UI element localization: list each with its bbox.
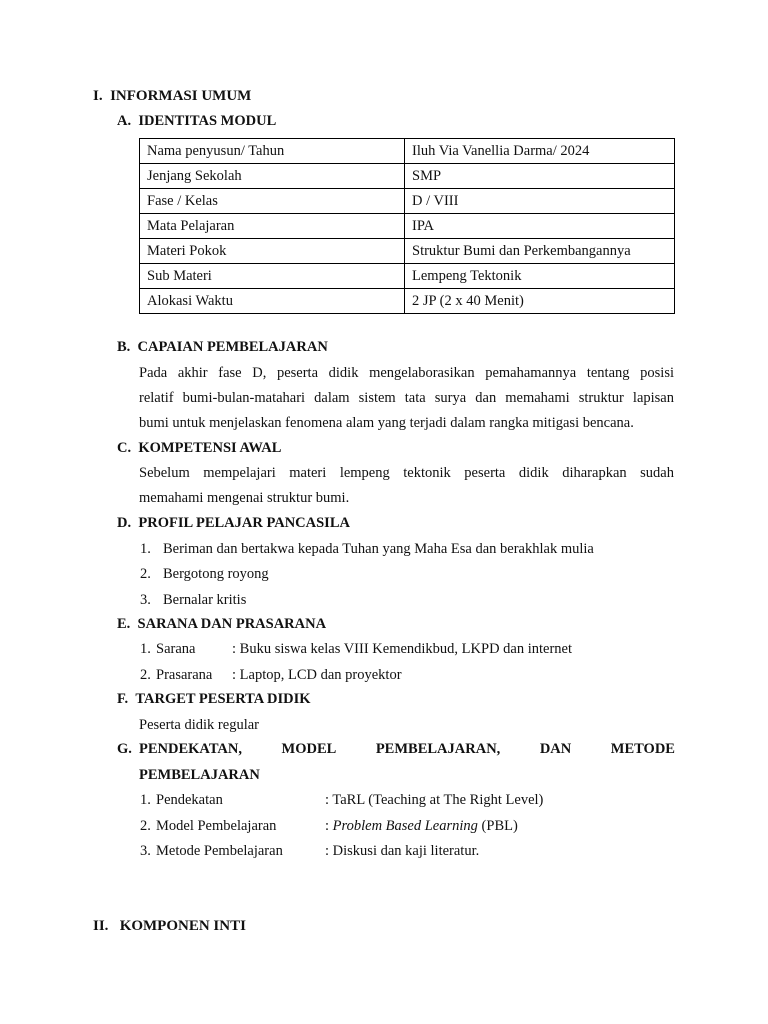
table-cell-label: Fase / Kelas — [140, 189, 405, 214]
list-label: Model Pembelajaran — [156, 818, 277, 834]
title-word: DAN — [539, 741, 572, 757]
value-italic: Problem Based Learning — [332, 818, 478, 834]
title-word: PENDEKATAN, — [139, 741, 242, 757]
subsection-f-letter: F. — [117, 691, 129, 707]
subsection-d-title: PROFIL PELAJAR PANCASILA — [138, 515, 350, 531]
subsection-g-title — [139, 741, 675, 758]
section-1-number: I. — [93, 88, 103, 104]
value-suffix: (PBL) — [477, 818, 518, 834]
table-row — [140, 189, 675, 214]
section-1-title: INFORMASI UMUM — [110, 88, 252, 104]
list-item — [140, 667, 402, 684]
table-row — [140, 239, 675, 264]
subsection-b-letter: B. — [117, 339, 131, 355]
list-number: 2. — [140, 818, 151, 834]
list-text: Bergotong royong — [163, 566, 269, 582]
table-cell-label: Nama penyusun/ Tahun — [140, 139, 405, 164]
subsection-e-title: SARANA DAN PRASARANA — [137, 616, 327, 632]
subsection-g-title-line2: PEMBELAJARAN — [139, 767, 260, 783]
list-item — [140, 843, 480, 860]
subsection-d-letter: D. — [117, 515, 132, 531]
list-label: Sarana — [156, 641, 196, 657]
table-cell-value: 2 JP (2 x 40 Menit) — [405, 289, 675, 314]
list-item — [140, 818, 518, 835]
table-cell-label: Sub Materi — [140, 264, 405, 289]
list-number: 3. — [140, 843, 151, 859]
paragraph-line: memahami mengenai struktur bumi. — [139, 490, 350, 506]
table-cell-value: SMP — [405, 164, 675, 189]
subsection-f-heading — [117, 691, 311, 708]
section-1-heading — [93, 88, 251, 105]
table-row — [140, 289, 675, 314]
section-2-heading — [93, 918, 246, 935]
title-word: PEMBELAJARAN, — [375, 741, 501, 757]
list-item — [140, 541, 594, 558]
value-prefix: : — [325, 818, 333, 834]
identity-table — [139, 138, 675, 314]
subsection-e-letter: E. — [117, 616, 131, 632]
list-label: Prasarana — [156, 667, 213, 683]
table-cell-value: Iluh Via Vanellia Darma/ 2024 — [405, 139, 675, 164]
table-cell-label: Materi Pokok — [140, 239, 405, 264]
list-text: Bernalar kritis — [163, 592, 247, 608]
paragraph-line: Sebelum mempelajari materi lempeng tektonik peserta didik diharapkan sudah — [139, 465, 674, 481]
list-value: : Diskusi dan kaji literatur. — [325, 843, 480, 859]
subsection-c-letter: C. — [117, 440, 132, 456]
subsection-a-heading — [117, 113, 276, 130]
paragraph-line: Pada akhir fase D, peserta didik mengelaborasikan pemahamannya tentang posisi — [139, 365, 674, 381]
table-cell-label: Jenjang Sekolah — [140, 164, 405, 189]
list-text: Beriman dan bertakwa kepada Tuhan yang Maha Esa dan berakhlak mulia — [163, 541, 594, 557]
list-number: 1. — [140, 641, 151, 657]
subsection-f-title: TARGET PESERTA DIDIK — [135, 691, 311, 707]
list-item — [140, 566, 269, 583]
list-number: 3. — [140, 592, 151, 608]
table-row — [140, 164, 675, 189]
subsection-b-heading — [117, 339, 328, 356]
list-value — [325, 818, 518, 835]
list-number: 2. — [140, 566, 151, 582]
table-row — [140, 214, 675, 239]
subsection-a-letter: A. — [117, 113, 132, 129]
list-value: : Laptop, LCD dan proyektor — [232, 667, 402, 683]
paragraph-line: Peserta didik regular — [139, 717, 259, 733]
list-value: : Buku siswa kelas VIII Kemendikbud, LKPD dan internet — [232, 641, 573, 657]
table-cell-value: IPA — [405, 214, 675, 239]
list-label: Metode Pembelajaran — [156, 843, 283, 859]
table-cell-value: Lempeng Tektonik — [405, 264, 675, 289]
table-cell-value: D / VIII — [405, 189, 675, 214]
list-number: 2. — [140, 667, 151, 683]
title-word: METODE — [610, 741, 675, 757]
list-value: : TaRL (Teaching at The Right Level) — [325, 792, 544, 808]
subsection-e-heading — [117, 616, 326, 633]
table-row — [140, 264, 675, 289]
paragraph-line: relatif bumi-bulan-matahari dalam sistem tata surya dan memahami struktur lapisan — [139, 390, 674, 406]
table-cell-label: Mata Pelajaran — [140, 214, 405, 239]
subsection-a-title: IDENTITAS MODUL — [138, 113, 277, 129]
subsection-d-heading — [117, 515, 350, 532]
subsection-c-heading — [117, 440, 281, 457]
paragraph-line: bumi untuk menjelaskan fenomena alam yang terjadi dalam rangka mitigasi bencana. — [139, 415, 634, 431]
table-cell-value: Struktur Bumi dan Perkembangannya — [405, 239, 675, 264]
list-label: Pendekatan — [156, 792, 223, 808]
title-word: MODEL — [281, 741, 337, 757]
table-row — [140, 139, 675, 164]
table-cell-label: Alokasi Waktu — [140, 289, 405, 314]
section-2-number: II. — [93, 918, 109, 934]
subsection-b-title: CAPAIAN PEMBELAJARAN — [137, 339, 328, 355]
list-item — [140, 641, 573, 658]
subsection-g-letter: G. — [117, 741, 132, 757]
section-2-title: KOMPONEN INTI — [119, 918, 246, 934]
list-number: 1. — [140, 792, 151, 808]
list-number: 1. — [140, 541, 151, 557]
list-item — [140, 792, 544, 809]
subsection-c-title: KOMPETENSI AWAL — [138, 440, 282, 456]
list-item — [140, 592, 247, 609]
